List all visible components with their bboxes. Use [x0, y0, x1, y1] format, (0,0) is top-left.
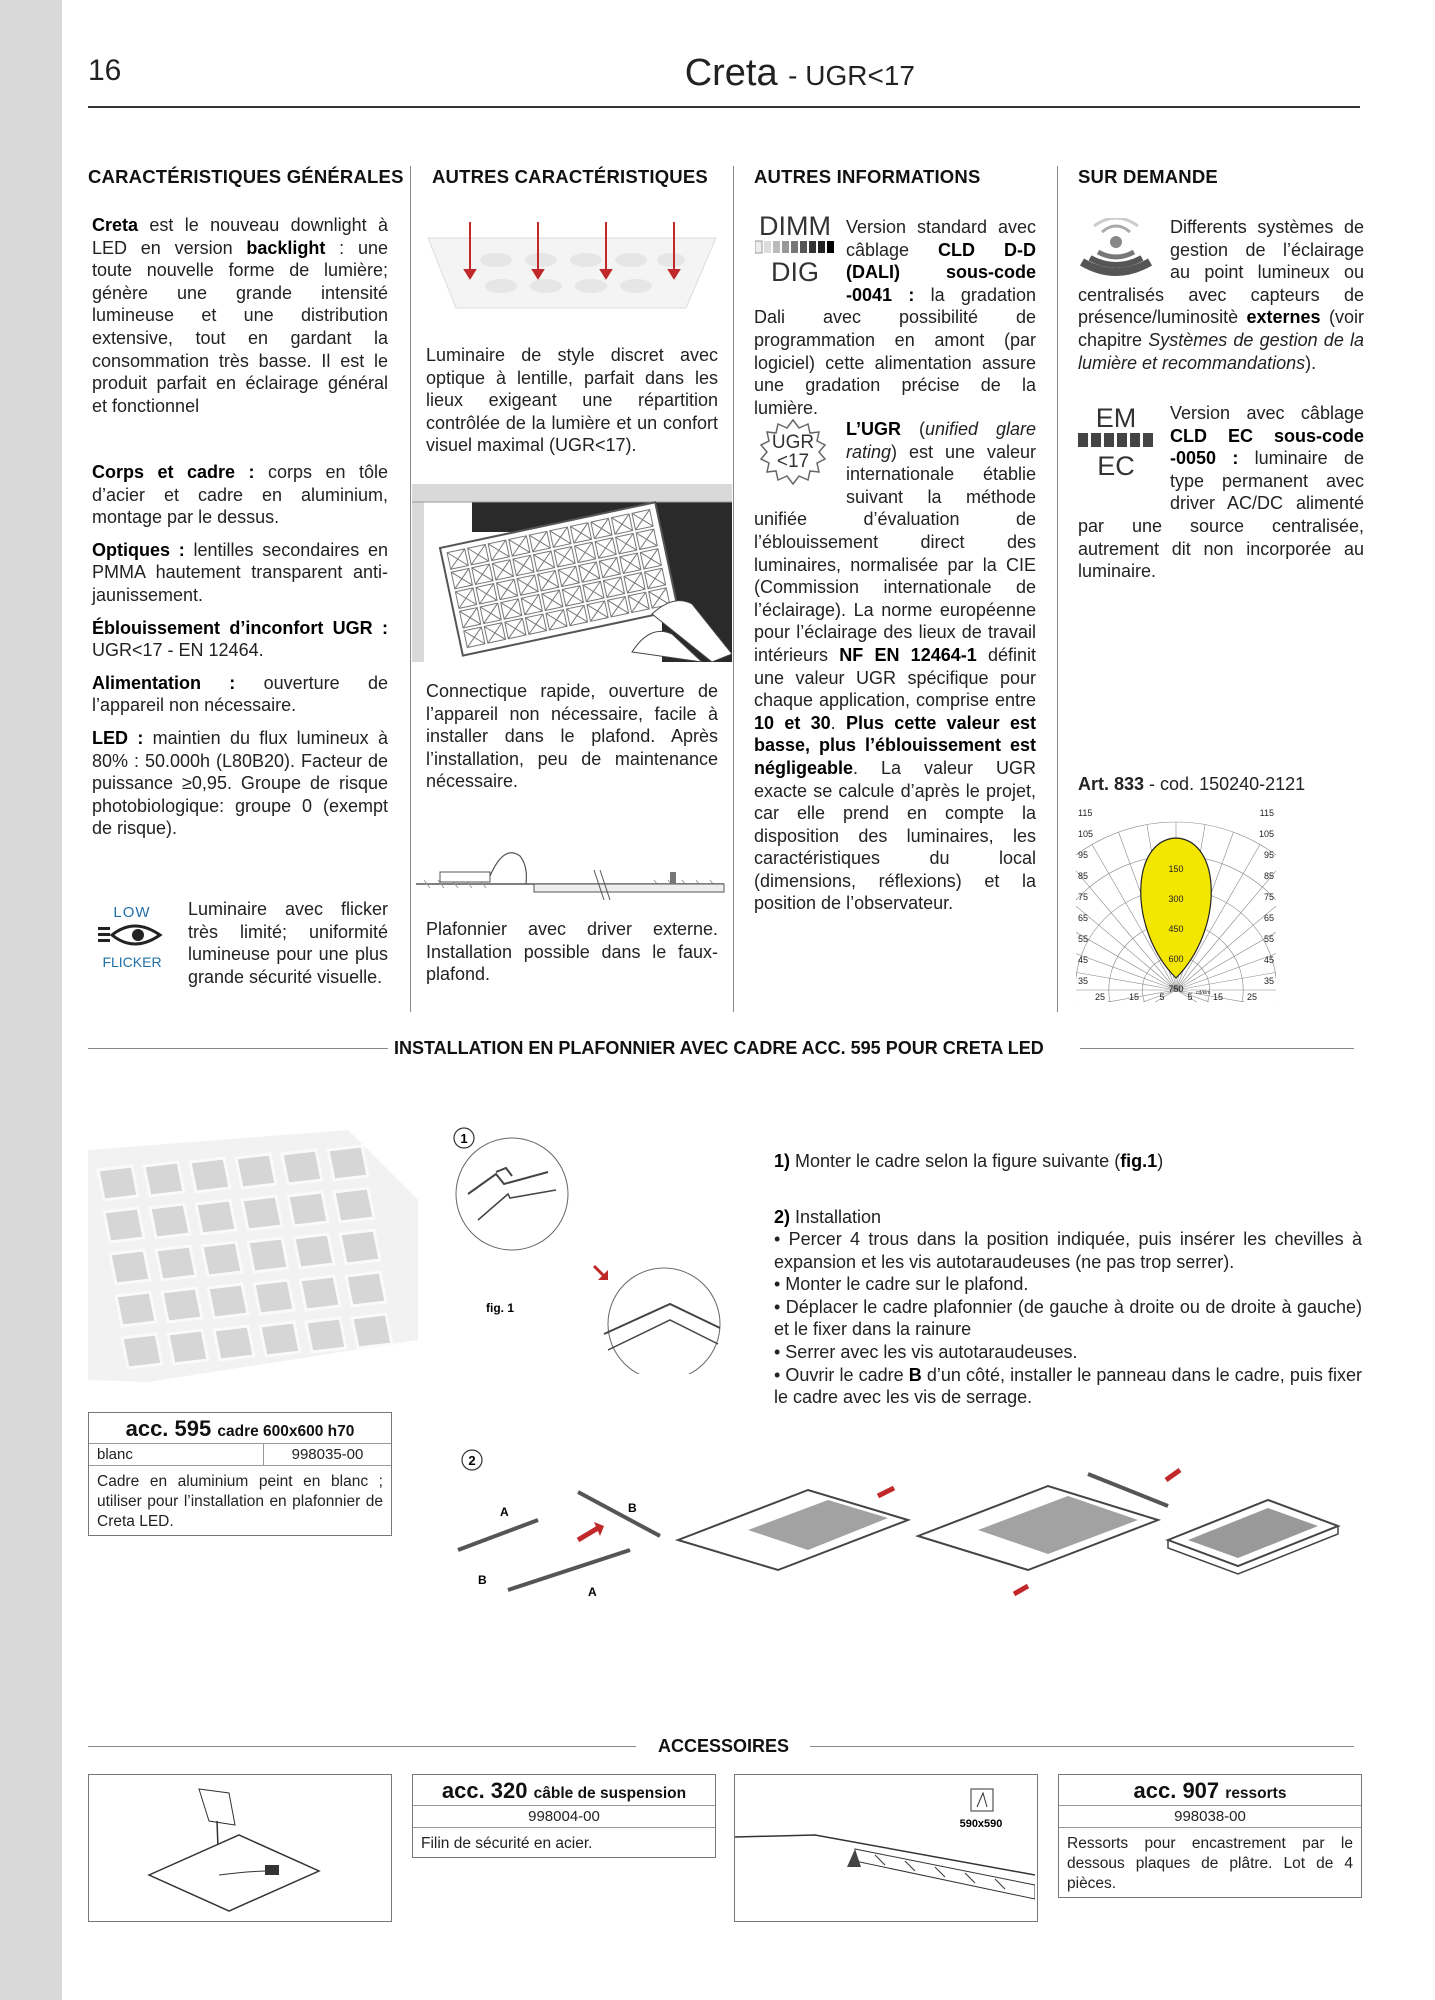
text-run: ): [1157, 1151, 1164, 1171]
step2-item: [774, 1228, 1362, 1273]
label-b-1: B: [628, 1501, 637, 1515]
text-run: maintien du flux lumineux à 80% : 50.000h (L80B20). Facteur de puissance ≥0,95. Groupe de risque photobiologique: groupe 0 (exempt de risque).: [92, 727, 388, 839]
acc320-header: [413, 1775, 715, 1806]
polar-angle-label: 55: [1078, 934, 1089, 944]
header-rule: [88, 106, 1360, 108]
polar-intensity-label: 150: [1168, 864, 1184, 874]
spec-item: [92, 672, 388, 717]
text-run: la gradation Dali avec possibilité de programmation en amont (par logiciel) cette alimentation assure une gradation précise de la lumière.: [754, 284, 1036, 418]
section-rule-left: [88, 1746, 636, 1747]
low-flicker-top: LOW: [113, 904, 151, 921]
text-run: corps en tôle d’acier et cadre en aluminium, montage par le dessus.: [92, 462, 388, 528]
text-run: 10 et 30: [754, 712, 831, 733]
text-run: Plus cette valeur est basse, plus l’éblouissement est négligeable: [754, 712, 1036, 778]
polar-intensity-label: 450: [1168, 924, 1184, 934]
polar-bottom-label: 15: [1128, 992, 1140, 1002]
text-run: définit une valeur UGR spécifique pour chaque application, comprise entre: [754, 644, 1036, 711]
dimm-label: DIMM: [759, 211, 831, 241]
step1-badge: 1: [460, 1131, 468, 1146]
polar-angle-label: 45: [1078, 955, 1089, 965]
acc907-ref: 998038-00: [1174, 1808, 1246, 1825]
fig1-diagram: [448, 1124, 748, 1374]
text-run: CLD EC sous-code -0050 :: [1170, 425, 1364, 469]
text-run: UGR<17 - EN 12464.: [92, 640, 264, 661]
polar-angle-label: 55: [1263, 934, 1274, 944]
text-run: . La valeur UGR exacte se calcule d’après le projet, car elle prend en compte la disposition des luminaires, les caractéristiques du local (dimensions, réflexions) et la position de l’observateur.: [754, 757, 1036, 914]
text-run: .: [830, 712, 846, 733]
polar-angle-label: 85: [1078, 871, 1089, 881]
flicker-text: Luminaire avec flicker très limité; uniformité lumineuse pour une plus grande sécurité visuelle.: [188, 899, 388, 987]
em-label: EM: [1095, 403, 1137, 433]
acc320-name: câble de suspension: [533, 1785, 687, 1802]
polar-angle-label: 105: [1078, 829, 1094, 839]
frame-photo: [88, 1130, 418, 1382]
text-run: fig.1: [1120, 1151, 1158, 1171]
heading-other-features: AUTRES CARACTÉRISTIQUES: [432, 166, 708, 187]
text-run: : une toute nouvelle forme de lumière; génère une grande intensité lumineuse et une distribution extensive, tout en gardant la consommation très basse. Il est le produit parfait en éclairage général et fonctionnel: [92, 237, 388, 416]
ugr-text: [754, 418, 1036, 915]
label-a-2: A: [588, 1585, 597, 1599]
wrap-spacer: [754, 418, 846, 508]
column-divider: [733, 166, 734, 1012]
low-flicker-bottom: FLICKER: [102, 954, 162, 970]
text-run: luminaire de type permanent avec driver AC/DC alimenté par une source centralisée, autrement dit non incorporée au luminaire.: [1078, 448, 1364, 582]
em-text: [1078, 402, 1364, 583]
surface-mount-diagram: [414, 840, 726, 900]
label-b-2: B: [478, 1573, 487, 1587]
text-run: 1): [774, 1151, 791, 1171]
polar-intensity-label: 750: [1168, 984, 1184, 994]
text-run: Monter le cadre selon la figure suivante (: [790, 1151, 1121, 1171]
fig-label: fig. 1: [486, 1301, 515, 1315]
article-label: Art. 833: [1078, 774, 1145, 794]
acc595-ref-row: [89, 1444, 391, 1466]
dig-label: DIG: [770, 257, 819, 287]
text-run: (voir chapitre: [1078, 307, 1364, 350]
eye-icon: [94, 921, 170, 949]
text-run: Version avec câblage: [1170, 403, 1364, 423]
acc320-desc: Filin de sécurité en acier.: [421, 1835, 593, 1852]
column-divider: [1057, 166, 1058, 1012]
acc320-ref: 998004-00: [528, 1808, 600, 1825]
polar-angle-label: 65: [1078, 913, 1089, 923]
article-code: - cod. 150240-2121: [1144, 774, 1306, 794]
text-run: externes: [1246, 307, 1321, 328]
section-rule-right: [810, 1746, 1354, 1747]
polar-units: cd/klm: [1196, 990, 1211, 996]
text-run: Corps et cadre :: [92, 462, 255, 482]
acc595-card: [88, 1412, 392, 1536]
text-run: backlight: [246, 237, 326, 258]
plate-size-label: 590x590: [959, 1818, 1003, 1830]
polar-angle-label: 95: [1078, 850, 1089, 860]
text-run: CLD D-D (DALI) sous-code -0041 :: [846, 239, 1036, 305]
polar-bottom-label: 15: [1212, 992, 1224, 1002]
text-run: 2): [774, 1207, 791, 1227]
wrap-spacer: [1078, 402, 1170, 494]
feature-text-3: Plafonnier avec driver externe. Installation possible dans le faux-plafond.: [426, 919, 718, 985]
wrap-spacer: [754, 216, 846, 302]
suspension-image-box: [88, 1774, 392, 1922]
text-run: (: [901, 419, 925, 439]
text-run: B: [908, 1364, 922, 1385]
spec-item: [92, 461, 388, 529]
intro-text: [92, 214, 388, 417]
step1-text: [774, 1150, 1362, 1173]
page-margin-bar: [0, 0, 62, 2000]
text-run: • Percer 4 trous dans la position indiquée, puis insérer les chevilles à expansion et les vis autotaraudeuses (ne pas trop serrer).: [774, 1229, 1362, 1272]
text-run: ).: [1305, 352, 1317, 373]
heading-other-info: AUTRES INFORMATIONS: [754, 166, 981, 187]
polar-angle-label: 115: [1078, 808, 1093, 818]
polar-angle-label: 105: [1258, 829, 1274, 839]
step2-item: [774, 1341, 1362, 1364]
polar-angle-label: 75: [1263, 892, 1274, 902]
polar-intensity-label: 600: [1168, 954, 1184, 964]
label-a-1: A: [500, 1505, 509, 1519]
ec-label: EC: [1097, 451, 1135, 481]
acc595-code: acc. 595: [125, 1416, 212, 1441]
text-run: NF EN 12464-1: [839, 644, 977, 665]
text-run: LED :: [92, 727, 144, 748]
polar-bottom-label: 5: [1187, 992, 1193, 1002]
polar-angle-label: 95: [1263, 850, 1274, 860]
text-run: est le nouveau downlight à LED en version: [92, 215, 388, 258]
text-run: lentilles secondaires en PMMA hautement transparent anti-jaunissement.: [92, 539, 388, 605]
text-run: ouverture de l’appareil non nécessaire.: [92, 672, 388, 716]
acc907-card: [1058, 1774, 1362, 1898]
heading-general: CARACTÉRISTIQUES GÉNÉRALES: [88, 166, 404, 187]
polar-angle-label: 115: [1259, 808, 1274, 818]
acc320-card: [412, 1774, 716, 1858]
step2-badge: 2: [468, 1453, 476, 1468]
polar-angle-label: 75: [1078, 892, 1089, 902]
spec-item: [92, 727, 388, 840]
polar-angle-label: 65: [1263, 913, 1274, 923]
dali-text: [754, 216, 1036, 419]
polar-diagram: [1076, 802, 1276, 1002]
acc907-header: [1059, 1775, 1361, 1806]
acc907-code: acc. 907: [1133, 1778, 1220, 1803]
polar-bottom-label: 25: [1246, 992, 1258, 1002]
feature-text-2: Connectique rapide, ouverture de l’appareil non nécessaire, facile à installer dans le plafond. Après l’installation, peu de maintenance nécessaire.: [426, 681, 718, 792]
text-run: Version standard avec câblage: [846, 217, 1036, 260]
polar-angle-label: 35: [1263, 976, 1274, 986]
product-name: Creta: [684, 52, 778, 94]
polar-angle-label: 45: [1263, 955, 1274, 965]
text-run: d’un côté, installer le panneau dans le cadre, puis fixer le cadre avec les vis de serrage.: [774, 1364, 1362, 1408]
low-flicker-badge: [94, 904, 170, 974]
step2-item: [774, 1273, 1362, 1296]
text-run: Alimentation :: [92, 672, 236, 693]
text-run: Éblouissement d’inconfort UGR :: [92, 617, 388, 638]
text-run: L’UGR: [846, 419, 902, 439]
acc907-ref-row: [1059, 1806, 1361, 1828]
text-run: • Monter le cadre sur le plafond.: [774, 1274, 1029, 1295]
text-run: • Serrer avec les vis autotaraudeuses.: [774, 1341, 1078, 1362]
section-rule-left: [88, 1048, 388, 1049]
polar-bottom-label: 5: [1159, 992, 1165, 1002]
acc320-ref-row: [413, 1806, 715, 1828]
spring-image-box: [734, 1774, 1038, 1922]
ugr-badge-top: UGR: [771, 432, 815, 453]
luminaire-lens-image: [426, 220, 718, 320]
acc907-desc: Ressorts pour encastrement par le dessous plaques de plâtre. Lot de 4 pièces.: [1067, 1835, 1353, 1892]
step2-diagram: [448, 1440, 1348, 1600]
suspension-cable-image: [89, 1775, 389, 1919]
text-run: • Déplacer le cadre plafonnier (de gauche à droite ou de droite à gauche) et le fixer dans la rainure: [774, 1296, 1362, 1340]
text-run: ) est une valeur internationale établie suivant la méthode unifiée d’évaluation de l’éblouissement direct des luminaires, normalisée par la CIE (Commission internationale de l’éclairage). La norme européenne pour l’éclairage des lieux de travail intérieurs: [754, 441, 1036, 665]
product-subtitle: - UGR<17: [788, 60, 915, 91]
text-run: • Ouvrir le cadre: [774, 1364, 909, 1385]
installation-title: INSTALLATION EN PLAFONNIER AVEC CADRE ACC. 595 POUR CRETA LED: [394, 1038, 1044, 1058]
spec-item: [92, 617, 388, 662]
polar-angle-label: 35: [1078, 976, 1089, 986]
text-run: Systèmes de gestion de la lumière et recommandations: [1078, 329, 1365, 373]
acc320-code: acc. 320: [441, 1778, 528, 1803]
page-number: 16: [88, 54, 122, 87]
ugr-badge-bottom: <17: [776, 451, 810, 472]
ceiling-install-image: [412, 484, 732, 662]
polar-intensity-label: 300: [1168, 894, 1184, 904]
wrap-spacer: [1078, 216, 1170, 282]
feature-text-1: Luminaire de style discret avec optique à lentille, parfait dans les lieux exigeant une répartition contrôlée de la lumière et un confort visuel maximal (UGR<17).: [426, 345, 718, 456]
article-line: [1078, 774, 1305, 795]
polar-bottom-label: 25: [1094, 992, 1106, 1002]
specs-list: [92, 461, 388, 840]
column-divider: [410, 166, 411, 1012]
acc595-name: cadre 600x600 h70: [217, 1423, 355, 1440]
acc595-header: [89, 1413, 391, 1444]
step2-list: [774, 1228, 1362, 1409]
heading-on-demand: SUR DEMANDE: [1078, 166, 1218, 187]
text-run: Differents systèmes de gestion de l’éclairage au point lumineux ou centralisés avec capteurs de présence/luminositè: [1078, 217, 1364, 328]
acc595-finish: blanc: [89, 1444, 264, 1465]
step2-title: [774, 1206, 1362, 1229]
acc907-name: ressorts: [1225, 1785, 1287, 1802]
spec-item: [92, 539, 388, 607]
text-run: Creta: [92, 215, 139, 235]
spring-mount-image: [735, 1775, 1035, 1919]
text-run: Installation: [790, 1207, 882, 1227]
acc595-ref: 998035-00: [291, 1446, 364, 1463]
page-title: [685, 52, 915, 95]
text-run: Optiques :: [92, 539, 185, 560]
step2-item: [774, 1364, 1362, 1409]
section-rule-right: [1080, 1048, 1354, 1049]
acc595-desc: Cadre en aluminium peint en blanc ; utiliser pour l’installation en plafonnier de Creta LED.: [97, 1473, 383, 1530]
step2-item: [774, 1296, 1362, 1341]
polar-angle-label: 85: [1263, 871, 1274, 881]
sensor-text: [1078, 216, 1364, 374]
text-run: unified glare rating: [846, 419, 1036, 462]
accessories-title: ACCESSOIRES: [658, 1736, 790, 1756]
